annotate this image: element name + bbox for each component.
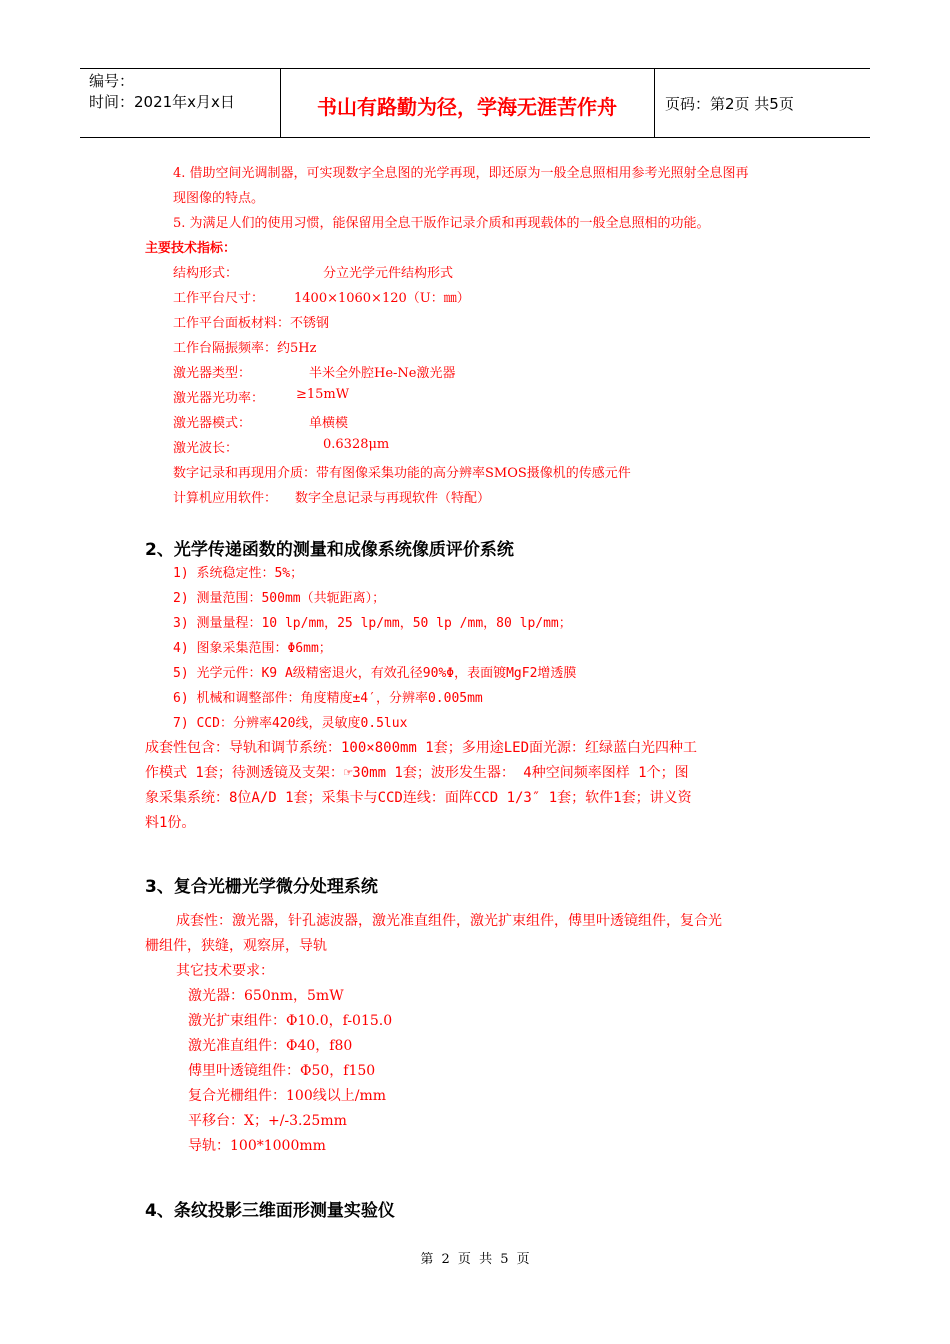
- section-4-title: 4、条纹投影三维面形测量实验仪: [145, 1201, 395, 1221]
- kit-line: 料1份。: [145, 815, 196, 831]
- page-footer: [0, 1248, 950, 1267]
- footer-text: 第: [420, 1252, 434, 1267]
- spec-value: 0.6328μm: [323, 437, 390, 452]
- list-item: 5) 光学元件：K9 A级精密退火，有效孔径90%Φ，表面镀MgF2增透膜: [173, 666, 577, 681]
- item4-line1: 4. 借助空间光调制器，可实现数字全息图的光学再现，即还原为一般全息照相用参考光照射全息图再: [173, 166, 749, 181]
- spec-label: 激光器光功率：: [173, 391, 265, 406]
- spec-label: 数字记录和再现用介质：: [173, 466, 317, 481]
- spec-value: 半米全外腔He-Ne激光器: [309, 366, 456, 381]
- item5: 5. 为满足人们的使用习惯，能保留用全息干版作记录介质和再现载体的一般全息照相的功能。: [173, 216, 710, 231]
- list-item: 3) 测量量程：10 lp/mm，25 lp/mm，50 lp /mm，80 lp/mm；: [173, 616, 572, 631]
- footer-page-number: 2: [441, 1252, 450, 1267]
- list-item: 2) 测量范围：500mm（共轭距离）；: [173, 591, 386, 606]
- spec-value: 约5Hz: [277, 341, 317, 356]
- req-item: 复合光栅组件：100线以上/mm: [188, 1088, 386, 1104]
- footer-text: 共: [479, 1252, 493, 1267]
- spec-value: 单横模: [309, 416, 349, 431]
- kit-line: 作模式 1套；待测透镜及支架：☞30mm 1套；波形发生器： 4种空间频率图样 1个；图: [145, 765, 689, 781]
- footer-total-pages: 5: [500, 1252, 509, 1267]
- header-divider: [654, 69, 655, 137]
- spec-row: [173, 312, 329, 331]
- spec-label: 计算机应用软件：: [173, 491, 278, 506]
- spec-label: 激光器类型：: [173, 366, 252, 381]
- spec-label: 结构形式：: [173, 266, 239, 281]
- spec-value: 带有图像采集功能的高分辨率SMOS摄像机的传感元件: [316, 466, 631, 481]
- other-req-title: 其它技术要求：: [176, 963, 274, 979]
- spec-label: 工作平台面板材料：: [173, 316, 291, 331]
- spec-title: 主要技术指标：: [145, 241, 237, 256]
- list-item: 6) 机械和调整部件：角度精度±4′，分辨率0.005mm: [173, 691, 483, 706]
- item4-line2: 现图像的特点。: [173, 191, 265, 206]
- doc-number-label: 编号：: [89, 72, 135, 90]
- kit-line: 成套性：激光器，针孔滤波器，激光准直组件，激光扩束组件，傅里叶透镜组件，复合光: [176, 913, 722, 929]
- req-item: 激光扩束组件：Φ10.0，f-015.0: [188, 1013, 393, 1029]
- spec-row: [173, 462, 631, 481]
- req-item: 激光准直组件：Φ40，f80: [188, 1038, 353, 1054]
- list-item: 1) 系统稳定性：5%；: [173, 566, 304, 581]
- list-item: 4) 图象采集范围：Φ6mm；: [173, 641, 332, 656]
- header-page-label: 页码：第2页 共5页: [665, 95, 794, 113]
- kit-line: 象采集系统：8位A/D 1套；采集卡与CCD连线：面阵CCD 1/3″ 1套；软件1套；讲义资: [145, 790, 692, 806]
- spec-value: 不锈钢: [290, 316, 330, 331]
- section-2-title: 2、光学传递函数的测量和成像系统像质评价系统: [145, 540, 514, 560]
- doc-time-label: 时间：2021年x月x日: [89, 93, 235, 111]
- req-item: 傅里叶透镜组件：Φ50，f150: [188, 1063, 376, 1079]
- spec-label: 激光波长：: [173, 441, 239, 456]
- footer-text: 页: [457, 1252, 471, 1267]
- req-item: 导轨：100*1000mm: [188, 1138, 326, 1154]
- spec-value: 分立光学元件结构形式: [323, 266, 454, 281]
- header-meta: [89, 71, 235, 113]
- req-item: 激光器：650nm，5mW: [188, 988, 344, 1004]
- spec-value: ≥15mW: [296, 387, 350, 402]
- spec-value: 数字全息记录与再现软件（特配）: [295, 491, 491, 506]
- list-item: 7) CCD：分辨率420线，灵敏度0.5lux: [173, 716, 408, 731]
- spec-row: [173, 337, 316, 356]
- spec-row: [173, 262, 238, 281]
- section-3-title: 3、复合光栅光学微分处理系统: [145, 877, 378, 897]
- spec-label: 工作平台尺寸：: [173, 291, 265, 306]
- kit-line: 成套性包含：导轨和调节系统：100×800mm 1套；多用途LED面光源：红绿蓝白光四种工: [145, 740, 698, 756]
- header-motto: 书山有路勤为径，学海无涯苦作舟: [317, 95, 617, 119]
- spec-value: 1400×1060×120（U：㎜）: [294, 291, 470, 306]
- kit-line: 栅组件，狭缝，观察屏，导轨: [145, 938, 327, 954]
- footer-text: 页: [516, 1252, 530, 1267]
- page-header: [80, 68, 870, 138]
- req-item: 平移台：X；+/-3.25mm: [188, 1113, 347, 1129]
- spec-label: 工作台隔振频率：: [173, 341, 278, 356]
- spec-label: 激光器模式：: [173, 416, 252, 431]
